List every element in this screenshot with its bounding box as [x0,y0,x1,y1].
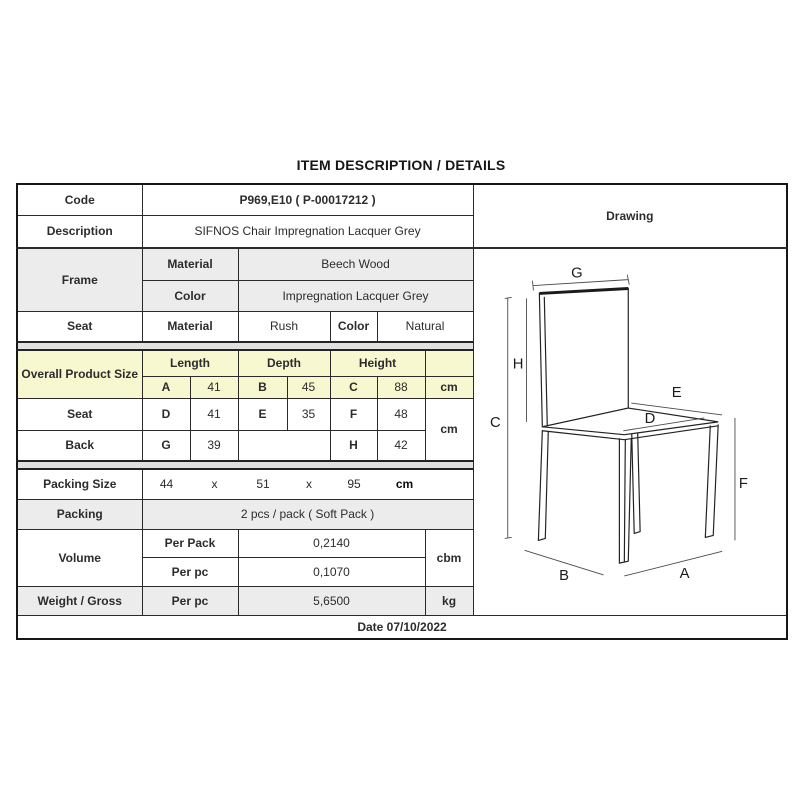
length-header: Length [142,350,238,376]
overall-unit: cm [425,376,473,398]
dim-val-b: 45 [287,376,330,398]
dim-key-g: G [142,430,190,461]
dim-label-h: H [512,356,523,373]
chair-drawing [474,249,787,615]
weight-per-pc-label: Per pc [142,586,238,615]
dim-key-f: F [330,398,377,430]
dim-label-b: B [558,567,569,584]
height-header: Height [330,350,425,376]
drawing-cell [473,248,787,615]
seat-color-value: Natural [377,311,473,342]
dim-key-a: A [142,376,190,398]
frame-material-value: Beech Wood [238,248,473,280]
weight-value: 5,6500 [238,586,425,615]
seat-label: Seat [17,311,142,342]
dim-val-a: 41 [190,376,238,398]
page-title: ITEM DESCRIPTION / DETAILS [296,157,506,173]
description-label: Description [17,215,142,248]
date-value: Date 07/10/2022 [17,615,787,639]
chair-front-leg [619,439,631,563]
code-row [17,184,787,215]
dim-key-d: D [142,398,190,430]
seat-material-value: Rush [238,311,330,342]
frame-material-row [17,248,787,280]
overall-size-label: Overall Product Size [17,350,142,398]
packing-size-d: 51 [256,477,270,492]
description-value: SIFNOS Chair Impregnation Lacquer Grey [142,215,473,248]
code-value: P969,E10 ( P-00017212 ) [142,184,473,215]
per-pack-value: 0,2140 [238,529,425,557]
volume-label: Volume [17,529,142,586]
back-dims-empty [238,430,330,461]
volume-unit: cbm [425,529,473,586]
dim-val-d: 41 [190,398,238,430]
dim-label-e: E [671,385,682,402]
dim-val-c: 88 [377,376,425,398]
back-dims-label: Back [17,430,142,461]
weight-label: Weight / Gross [17,586,142,615]
dim-label-d: D [644,410,655,427]
packing-size-unit: cm [395,477,414,492]
item-details-table [16,183,788,640]
dim-label-f: F [738,476,748,493]
packing-size-h: 95 [347,477,361,492]
weight-unit: kg [425,586,473,615]
dim-key-b: B [238,376,287,398]
chair-backrest [539,289,628,427]
packing-size-x1: x [211,477,218,492]
seat-material-label: Material [142,311,238,342]
packing-size-label: Packing Size [17,469,142,499]
dim-val-f: 48 [377,398,425,430]
packing-size-x2: x [306,477,312,492]
packing-label: Packing [17,499,142,529]
dim-key-e: E [238,398,287,430]
dim-label-a: A [679,565,690,582]
drawing-header: Drawing [473,184,787,248]
frame-color-label: Color [142,280,238,311]
frame-label: Frame [17,248,142,311]
per-pc-label: Per pc [142,557,238,586]
dim-val-h: 42 [377,430,425,461]
dim-key-h: H [330,430,377,461]
frame-material-label: Material [142,248,238,280]
per-pc-value: 0,1070 [238,557,425,586]
dim-val-g: 39 [190,430,238,461]
frame-color-value: Impregnation Lacquer Grey [238,280,473,311]
dim-key-c: C [330,376,377,398]
dim-label-c: C [489,414,501,431]
packing-size-w: 44 [159,477,174,492]
seat-back-unit: cm [425,398,473,461]
dim-label-g: G [570,265,583,282]
size-header-spacer [425,350,473,376]
code-label: Code [17,184,142,215]
depth-header: Depth [238,350,330,376]
per-pack-label: Per Pack [142,529,238,557]
date-row [17,615,787,639]
packing-value: 2 pcs / pack ( Soft Pack ) [142,499,473,529]
chair-drawing-svg [474,249,787,615]
packing-size-value [142,469,473,499]
dim-val-e: 35 [287,398,330,430]
chair-right-leg [705,425,718,538]
chair-left-leg [538,431,548,541]
seat-dims-label: Seat [17,398,142,430]
seat-color-label: Color [330,311,377,342]
